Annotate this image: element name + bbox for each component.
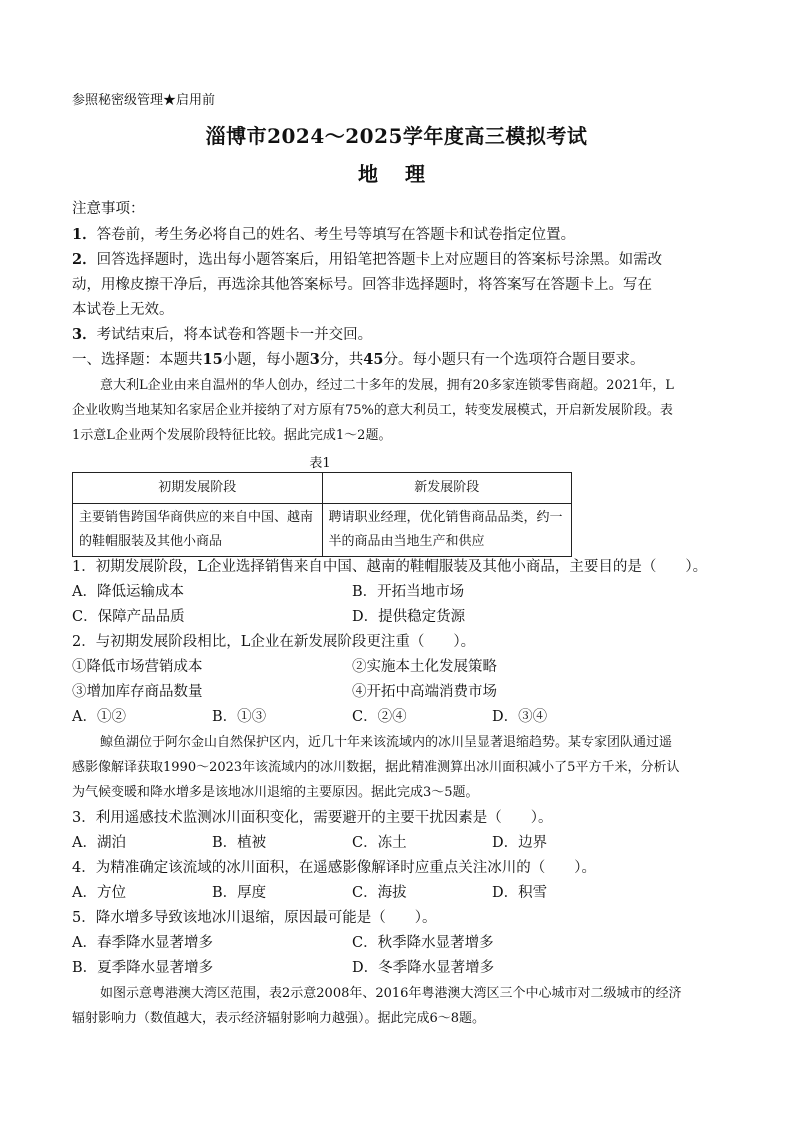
notice-item-3: 3．考试结束后，将本试卷和答题卡一并交回。 [72,326,373,343]
q5-option-d: D．冬季降水显著增多 [352,960,495,976]
table-caption: 表1 [309,456,331,471]
q2-statement-4: ④开拓中高端消费市场 [352,684,497,700]
q4-option-d: D．积雪 [492,885,548,901]
passage3-line2: 辐射影响力（数值越大，表示经济辐射影响力越强）。据此完成6～8题。 [72,1011,486,1026]
q4-option-c: C．海拔 [352,885,407,901]
q2-option-b: B．①③ [212,709,267,725]
question-3-stem: 3．利用遥感技术监测冰川面积变化，需要避开的主要干扰因素是（ ）。 [72,810,553,826]
passage3-line1: 如图示意粤港澳大湾区范围，表2示意2008年、2016年粤港澳大湾区三个中心城市对二级城市的经济 [100,986,682,1001]
notice-item-2-end: 本试卷上无效。 [72,302,174,318]
q5-option-a: A．春季降水显著增多 [72,935,213,951]
table-header-new: 新发展阶段 [322,473,572,504]
question-1-stem: 1．初期发展阶段，L企业选择销售来自中国、越南的鞋帽服装及其他小商品，主要目的是（ ）。 [72,559,708,575]
question-5-stem: 5．降水增多导致该地冰川退缩，原因最可能是（ ）。 [72,910,437,926]
passage1-line2: 企业收购当地某知名家居企业并接纳了对方原有75%的意大利员工，转变发展模式，开启新发展阶段。表 [72,403,673,418]
q3-option-b: B．植被 [212,835,267,851]
table-header-initial: 初期发展阶段 [73,473,323,504]
q3-option-c: C．冻土 [352,835,407,851]
q2-option-a: A．①② [72,709,126,725]
q5-option-b: B．夏季降水显著增多 [72,960,214,976]
notice-item-2: 2．回答选择题时，选出每小题答案后，用铅笔把答题卡上对应题目的答案标号涂黑。如需改 [72,251,663,268]
subject-title: 地 理 [358,162,435,186]
question-2-stem: 2．与初期发展阶段相比，L企业在新发展阶段更注重（ ）。 [72,634,476,650]
section-heading: 一、选择题：本题共15小题，每小题3分，共45分。每小题只有一个选项符合题目要求。 [72,351,645,368]
table-cell-new: 聘请职业经理，优化销售商品品类，约一半的商品由当地生产和供应 [322,504,572,557]
passage1-line3: 1示意L企业两个发展阶段特征比较。据此完成1～2题。 [72,428,392,443]
security-level-note: 参照秘密级管理★启用前 [72,93,216,108]
passage2-line1: 鲸鱼湖位于阿尔金山自然保护区内，近几十年来该流域内的冰川呈显著退缩趋势。某专家团队通过遥 [100,735,673,750]
q2-statement-2: ②实施本土化发展策略 [352,659,497,675]
q4-option-a: A．方位 [72,885,126,901]
q1-option-d: D．提供稳定货源 [352,609,466,625]
passage2-line3: 为气候变暖和降水增多是该地冰川退缩的主要原因。据此完成3～5题。 [72,785,479,800]
table-cell-initial: 主要销售跨国华商供应的来自中国、越南的鞋帽服装及其他小商品 [73,504,323,557]
q5-option-c: C．秋季降水显著增多 [352,935,494,951]
q4-option-b: B．厚度 [212,885,267,901]
q1-option-b: B．开拓当地市场 [352,584,465,600]
passage2-line2: 感影像解译获取1990～2023年该流域内的冰川数据，据此精准测算出冰川面积减小了5平方千米，分析认 [72,760,680,775]
q2-option-d: D．③④ [492,709,548,725]
q1-option-a: A．降低运输成本 [72,584,184,600]
notice-item-2-cont: 动，用橡皮擦干净后，再选涂其他答案标号。回答非选择题时，将答案写在答题卡上。写在 [72,277,652,293]
question-4-stem: 4．为精准确定该流域的冰川面积，在遥感影像解译时应重点关注冰川的（ ）。 [72,860,596,876]
passage1-line1: 意大利L企业由来自温州的华人创办，经过二十多年的发展，拥有20多家连锁零售商超。2021年，L [100,378,674,393]
q2-statement-1: ①降低市场营销成本 [72,659,203,675]
comparison-table [72,472,572,557]
notice-heading: 注意事项： [72,201,145,217]
q1-option-c: C．保障产品品质 [72,609,185,625]
exam-title: 淄博市2024～2025学年度高三模拟考试 [205,124,588,148]
q3-option-a: A．湖泊 [72,835,126,851]
q2-option-c: C．②④ [352,709,407,725]
notice-item-1: 1．答卷前，考生务必将自己的姓名、考生号等填写在答题卡和试卷指定位置。 [72,226,576,243]
q3-option-d: D．边界 [492,835,548,851]
q2-statement-3: ③增加库存商品数量 [72,684,203,700]
